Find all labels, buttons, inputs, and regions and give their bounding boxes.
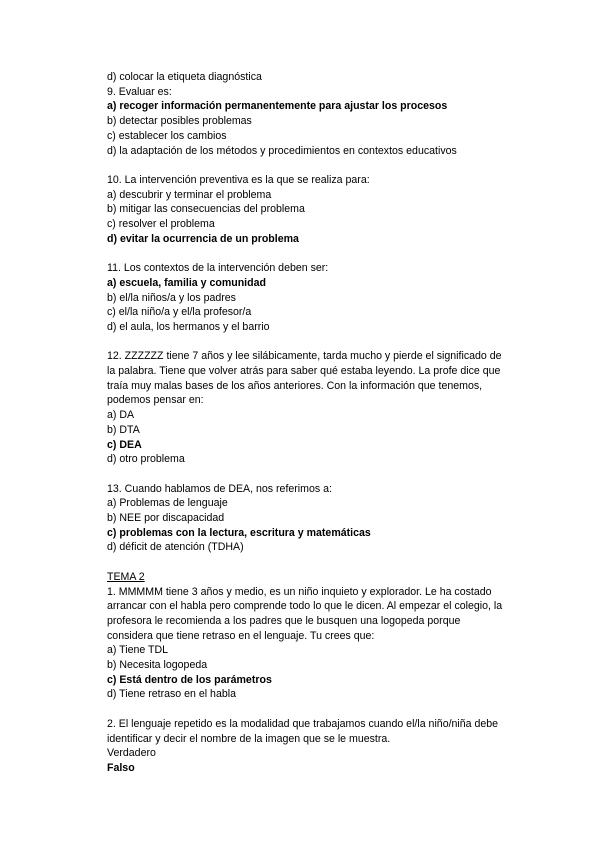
q11-question: 11. Los contextos de la intervención deben ser:	[107, 262, 329, 275]
q9-option-a-answer: a) recoger información permanentemente para ajustar los procesos	[107, 100, 448, 113]
t2-q1-option-c-answer: c) Está dentro de los parámetros	[107, 673, 272, 686]
q12-question-line: podemos pensar en:	[107, 394, 204, 407]
q10-option-b: b) mitigar las consecuencias del problema	[107, 203, 305, 216]
q13-question: 13. Cuando hablamos de DEA, nos referimos a:	[107, 482, 332, 495]
t2-q2-option-false-answer: Falso	[107, 761, 135, 774]
t2-q1-question-line: considera que tiene retraso en el lenguaje. Tu crees que:	[107, 629, 375, 642]
q13-option-a: a) Problemas de lenguaje	[107, 497, 228, 510]
document-page	[107, 70, 527, 776]
q12-option-a: a) DA	[107, 409, 135, 422]
t2-q2-question-line: identificar y decir el nombre de la imagen que se le muestra.	[107, 732, 391, 745]
q11-option-a-answer: a) escuela, familia y comunidad	[107, 276, 266, 289]
q10-option-d-answer: d) evitar la ocurrencia de un problema	[107, 232, 299, 245]
q12-question-line: 12. ZZZZZZ tiene 7 años y lee silábicamente, tarda mucho y pierde el significado de	[107, 350, 502, 363]
q13-option-d: d) déficit de atención (TDHA)	[107, 541, 244, 554]
section-heading-tema-2: TEMA 2	[107, 570, 145, 583]
q9-question: 9. Evaluar es:	[107, 85, 172, 98]
q11-option-c: c) el/la niño/a y el/la profesor/a	[107, 306, 252, 319]
q11-option-b: b) el/la niños/a y los padres	[107, 291, 236, 304]
t2-q2-option-true: Verdadero	[107, 747, 156, 760]
q12-option-b: b) DTA	[107, 423, 140, 436]
t2-q1-question-line: 1. MMMMM tiene 3 años y medio, es un niño inquieto y explorador. Le ha costado	[107, 585, 492, 598]
q10-option-c: c) resolver el problema	[107, 218, 215, 231]
t2-q1-option-b: b) Necesita logopeda	[107, 659, 208, 672]
q8-option-d: d) colocar la etiqueta diagnóstica	[107, 71, 262, 83]
q12-option-c-answer: c) DEA	[107, 438, 142, 451]
q13-option-c-answer: c) problemas con la lectura, escritura y matemáticas	[107, 526, 371, 539]
t2-q1-option-d: d) Tiene retraso en el habla	[107, 688, 236, 701]
q12-question-line: la palabra. Tiene que volver atrás para saber qué estaba leyendo. La profe dice que	[107, 365, 501, 378]
q9-option-b: b) detectar posibles problemas	[107, 115, 252, 128]
q12-option-d: d) otro problema	[107, 453, 185, 466]
q10-question: 10. La intervención preventiva es la que se realiza para:	[107, 173, 370, 186]
t2-q1-option-a: a) Tiene TDL	[107, 644, 169, 657]
q13-option-b: b) NEE por discapacidad	[107, 512, 225, 525]
q10-option-a: a) descubrir y terminar el problema	[107, 188, 272, 201]
q9-option-d: d) la adaptación de los métodos y procedimientos en contextos educativos	[107, 144, 457, 157]
t2-q2-question-line: 2. El lenguaje repetido es la modalidad que trabajamos cuando el/la niño/niña debe	[107, 717, 499, 730]
q12-question-line: traía muy malas bases de los años anteriores. Con la información que tenemos,	[107, 379, 483, 392]
t2-q1-question-line: arrancar con el habla pero comprende todo lo que le dicen. Al empezar el colegio, la	[107, 600, 503, 613]
q9-option-c: c) establecer los cambios	[107, 129, 227, 142]
q11-option-d: d) el aula, los hermanos y el barrio	[107, 320, 270, 333]
t2-q1-question-line: profesora le recomienda a los padres que le busquen una logopeda porque	[107, 614, 461, 627]
